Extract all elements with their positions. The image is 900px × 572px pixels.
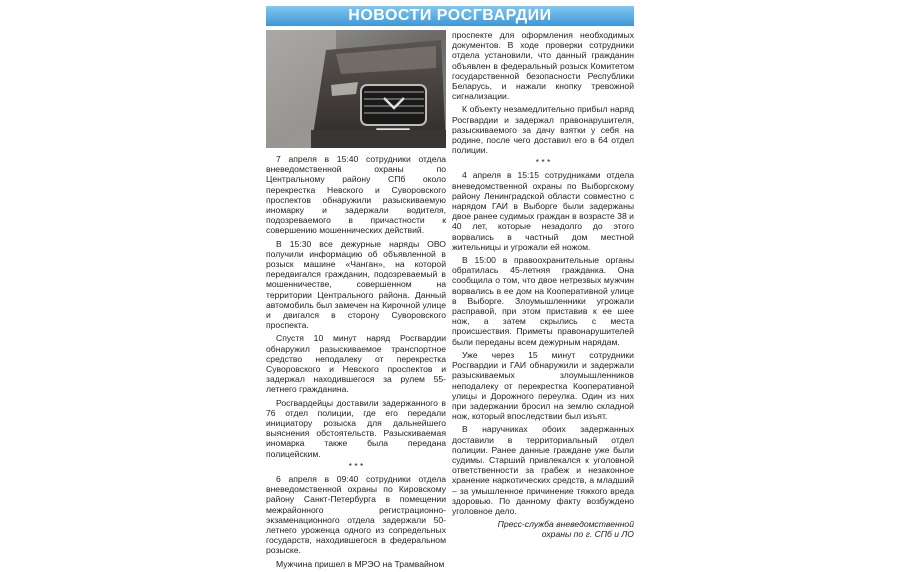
signature-line-2: охраны по г. СПб и ЛО: [541, 529, 634, 540]
paragraph: 6 апреля в 09:40 сотрудники отдела вневедомственной охраны по Кировскому району Санкт-Петербурга в помещении межрайонного регистрационно-экзаменационного отдела задержали 50-летнего уроженца одного из сопредельных государств, находившегося в федеральном розыске.: [266, 473, 446, 556]
signature-line-1: Пресс-служба вневедомственной: [497, 519, 634, 530]
header-banner: [266, 6, 634, 26]
paragraph: В наручниках обоих задержанных доставили в территориальный отдел полиции. Ранее данные граждане уже были судимы. Старший привлекался к уголовной ответственности за грабеж и незаконное хранение наркотических средств, а младший – за умышленное причинение тяжкого вреда здоровью. По данному факту возбуждено уголовное дело.: [452, 424, 634, 516]
article-column-left: [266, 154, 446, 572]
paragraph: 4 апреля в 15:15 сотрудниками отдела вневедомственной охраны по Выборгскому району Ленинградской области совместно с нарядом ГАИ в Выборге были задержаны двое ранее судимых граждан в возрасте 38 и 40 лет, которые незадолго до этого ворвались в частный дом местной жительницы и угрожали ей ножом.: [452, 170, 634, 252]
paragraph: К объекту незамедлительно прибыл наряд Росгвардии и задержал правонарушителя, разыскиваемого за дачу взятки у себя на родине, после чего доставил его в 64 отдел полиции.: [452, 104, 634, 156]
article-column-right: [452, 30, 634, 540]
car-photo: [266, 30, 446, 148]
section-divider: * * *: [535, 157, 551, 168]
paragraph: Мужчина пришел в МРЭО на Трамвайном: [276, 558, 445, 569]
paragraph: Росгвардейцы доставили задержанного в 76 отдел полиции, где его передали инициатору розыска для дальнейшего выяснения обстоятельств. Разыскиваемая иномарка также была передана полицейским.: [266, 397, 446, 459]
paragraph: Уже через 15 минут сотрудники Росгвардии и ГАИ обнаружили и задержали разыскиваемых злоумышленников неподалеку от перекрестка Кооперативной улицы и Дорожного переулка. Один из них при задержании бросил на землю складной нож, который впоследствии был изъят.: [452, 349, 634, 422]
paragraph: В 15:30 все дежурные наряды ОВО получили информацию об объявленной в розыск машине «Чанган», на которой передвигался гражданин, подозреваемый в мошенничестве, совершенном на территории Центрального района. Данный автомобиль был замечен на Кирочной улице и двигался в сторону Суворовского проспекта.: [266, 238, 446, 331]
page-title: НОВОСТИ РОСГВАРДИИ: [348, 7, 552, 24]
paragraph: В 15:00 в правоохранительные органы обратилась 45-летняя гражданка. Она сообщила о том, что двое нетрезвых мужчин ворвались в ее дом на Кооперативной улице в Выборге. Злоумышленники угрожали расправой, при этом приставив к ее шее нож, а затем скрылись с места происшествия. Приметы правонарушителей были переданы всем дежурным нарядам.: [452, 255, 634, 347]
section-divider: * * *: [348, 460, 364, 471]
paragraph: проспекте для оформления необходимых документов. В ходе проверки сотрудники отдела установили, что данный гражданин объявлен в федеральный розыск Комитетом государственной безопасности Республики Беларусь, и нажали кнопку тревожной сигнализации.: [452, 30, 634, 102]
paragraph: 7 апреля в 15:40 сотрудники отдела вневедомственной охраны по Центральному району СПб около перекрестка Невского и Суворовского проспектов обнаружили разыскиваемую иномарку и задержали водителя, подозреваемого в причастности к совершению мошеннических действий.: [266, 154, 446, 236]
paragraph: Спустя 10 минут наряд Росгвардии обнаружил разыскиваемое транспортное средство неподалеку от перекрестка Суворовского и Невского проспектов и задержал находившегося за рулем 55-летнего гражданина.: [266, 333, 446, 395]
